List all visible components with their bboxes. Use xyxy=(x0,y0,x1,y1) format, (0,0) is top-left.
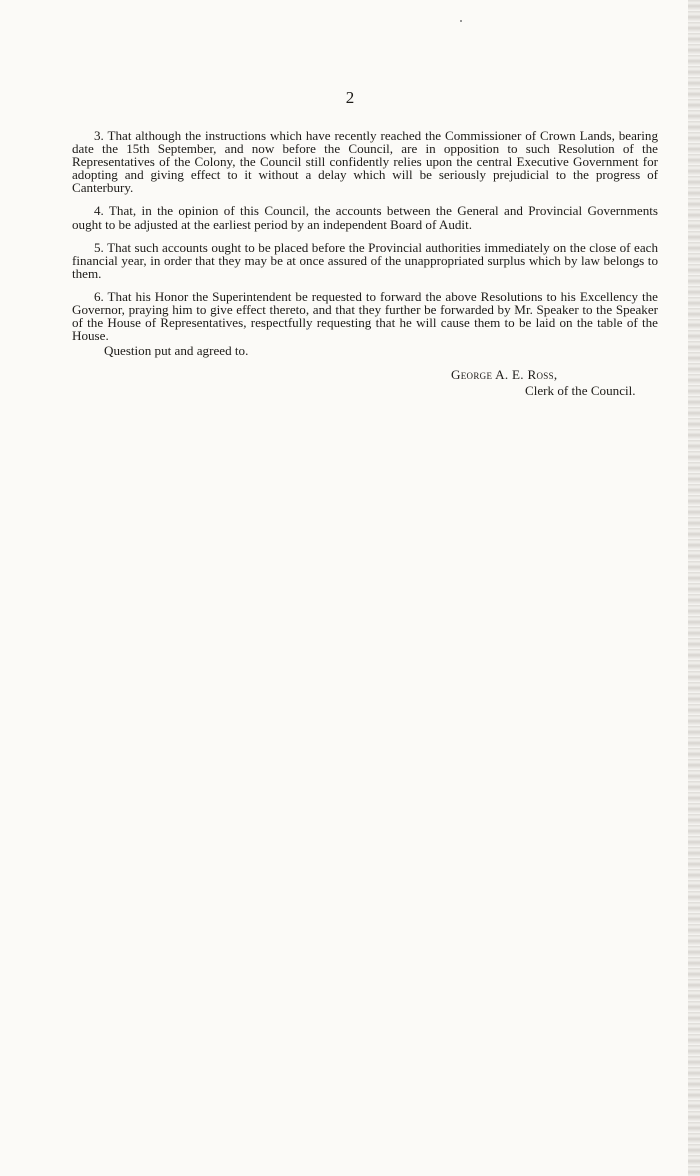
resolutions-text xyxy=(72,129,658,357)
page-number: 2 xyxy=(345,88,355,107)
scan-speck xyxy=(460,20,462,22)
signature-block xyxy=(451,367,661,399)
resolution-paragraph-4: 4. That, in the opinion of this Council, the accounts between the General and Provincial Governments ought to be adjusted at the earliest period by an independent Board of Audit. xyxy=(72,203,658,232)
scan-edge-artifact xyxy=(688,0,700,1176)
signatory-name: George A. E. Ross, xyxy=(451,367,558,382)
resolution-paragraph-5: 5. That such accounts ought to be placed before the Provincial authorities immediately on the close of each financial year, in order that they may be at once assured of the unappropriated surplus which by law belongs to them. xyxy=(72,239,658,281)
signatory-title: Clerk of the Council. xyxy=(525,383,636,398)
resolution-paragraph-3: 3. That although the instructions which have recently reached the Commissioner of Crown Lands, bearing date the 15th September, and now before the Council, are in opposition to such Resolution of the Representatives of the Colony, the Council still confidently relies upon the central Executive Government for adopting and giving effect to it without a delay which will be seriously prejudicial to the progress of Canterbury. xyxy=(72,128,658,196)
question-line: Question put and agreed to. xyxy=(104,343,249,359)
resolution-paragraph-6: 6. That his Honor the Superintendent be requested to forward the above Resolutions to his Excellency the Governor, praying him to give effect thereto, and that they further be forwarded by Mr. Speaker to the Speaker of the House of Representatives, respectfully requesting that he will cause them to be laid on the table of the House. xyxy=(72,288,658,344)
